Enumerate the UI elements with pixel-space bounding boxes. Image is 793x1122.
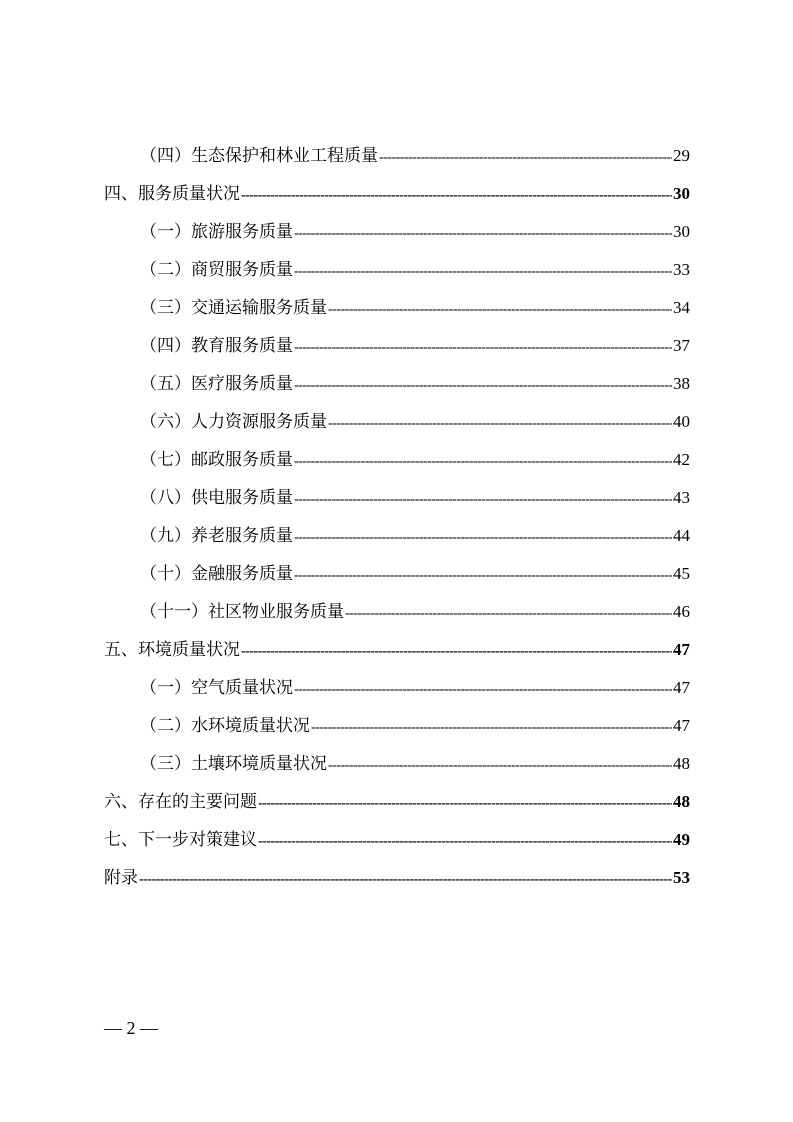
toc-entry-label: （四）教育服务质量 — [140, 336, 293, 356]
toc-entry-label: （九）养老服务质量 — [140, 526, 293, 546]
toc-entry-label: 四、服务质量状况 — [104, 184, 240, 204]
toc-dot-leader — [379, 145, 672, 171]
toc-entry-label: 附录 — [104, 868, 138, 888]
toc-entry[interactable] — [140, 751, 690, 777]
toc-entry[interactable] — [104, 789, 690, 815]
toc-dot-leader — [328, 411, 672, 437]
toc-entry[interactable] — [140, 447, 690, 473]
toc-dot-leader — [241, 639, 672, 665]
toc-entry-label: （三）土壤环境质量状况 — [140, 754, 327, 774]
toc-entry[interactable] — [140, 409, 690, 435]
toc-dot-leader — [345, 601, 672, 627]
toc-entry-page: 47 — [673, 678, 690, 697]
toc-entry-page: 37 — [673, 336, 690, 355]
toc-entry-label: （十一）社区物业服务质量 — [140, 602, 344, 622]
toc-dot-leader — [294, 221, 672, 247]
toc-entry-label: （三）交通运输服务质量 — [140, 298, 327, 318]
toc-dot-leader — [294, 335, 672, 361]
toc-dot-leader — [294, 487, 672, 513]
toc-dot-leader — [139, 867, 672, 893]
toc-entry-page: 30 — [673, 222, 690, 241]
toc-entry[interactable] — [140, 257, 690, 283]
toc-entry[interactable] — [104, 827, 690, 853]
toc-entry-page: 47 — [673, 640, 690, 659]
toc-entry[interactable] — [140, 523, 690, 549]
toc-entry-label: （二）商贸服务质量 — [140, 260, 293, 280]
toc-entry-page: 30 — [673, 184, 690, 203]
toc-entry-label: 五、环境质量状况 — [104, 640, 240, 660]
toc-entry-page: 49 — [673, 830, 690, 849]
toc-entry[interactable] — [140, 675, 690, 701]
toc-entry[interactable] — [104, 181, 690, 207]
toc-dot-leader — [294, 677, 672, 703]
page-number: — 2 — — [104, 1018, 158, 1038]
toc-entry-label: （六）人力资源服务质量 — [140, 412, 327, 432]
toc-entry-page: 44 — [673, 526, 690, 545]
toc-entry-page: 48 — [673, 792, 690, 811]
toc-dot-leader — [328, 297, 672, 323]
toc-entry-page: 34 — [673, 298, 690, 317]
toc-dot-leader — [294, 373, 672, 399]
toc-dot-leader — [241, 183, 672, 209]
toc-entry-page: 29 — [673, 146, 690, 165]
toc-entry-page: 45 — [673, 564, 690, 583]
toc-entry[interactable] — [104, 637, 690, 663]
toc-entry[interactable] — [140, 219, 690, 245]
toc-entry[interactable] — [140, 371, 690, 397]
toc-entry-page: 33 — [673, 260, 690, 279]
toc-entry-label: （七）邮政服务质量 — [140, 450, 293, 470]
toc-entry-label: 六、存在的主要问题 — [104, 792, 257, 812]
toc-entry[interactable] — [140, 295, 690, 321]
toc-dot-leader — [294, 259, 672, 285]
toc-dot-leader — [294, 563, 672, 589]
toc-entry-page: 38 — [673, 374, 690, 393]
toc-entry[interactable] — [104, 865, 690, 891]
toc-entry-page: 48 — [673, 754, 690, 773]
toc-entry[interactable] — [140, 143, 690, 169]
toc-entry-label: （四）生态保护和林业工程质量 — [140, 146, 378, 166]
toc-entry-page: 40 — [673, 412, 690, 431]
toc-entry-label: （一）空气质量状况 — [140, 678, 293, 698]
toc-entry[interactable] — [140, 333, 690, 359]
toc-entry-label: （十）金融服务质量 — [140, 564, 293, 584]
toc-entry-page: 46 — [673, 602, 690, 621]
toc-dot-leader — [258, 829, 672, 855]
toc-entry-label: （五）医疗服务质量 — [140, 374, 293, 394]
toc-entry-page: 43 — [673, 488, 690, 507]
toc-entry-label: （二）水环境质量状况 — [140, 716, 310, 736]
toc-entry-label: （一）旅游服务质量 — [140, 222, 293, 242]
toc-dot-leader — [294, 449, 672, 475]
toc-dot-leader — [258, 791, 672, 817]
toc-entry[interactable] — [140, 599, 690, 625]
toc-dot-leader — [311, 715, 672, 741]
toc-entry-page: 42 — [673, 450, 690, 469]
toc-dot-leader — [294, 525, 672, 551]
toc-entry[interactable] — [140, 713, 690, 739]
toc-dot-leader — [328, 753, 672, 779]
toc-entry-label: （八）供电服务质量 — [140, 488, 293, 508]
toc-entry[interactable] — [140, 485, 690, 511]
toc-entry[interactable] — [140, 561, 690, 587]
toc-entry-label: 七、下一步对策建议 — [104, 830, 257, 850]
toc-entry-page: 53 — [673, 868, 690, 887]
toc-entry-page: 47 — [673, 716, 690, 735]
